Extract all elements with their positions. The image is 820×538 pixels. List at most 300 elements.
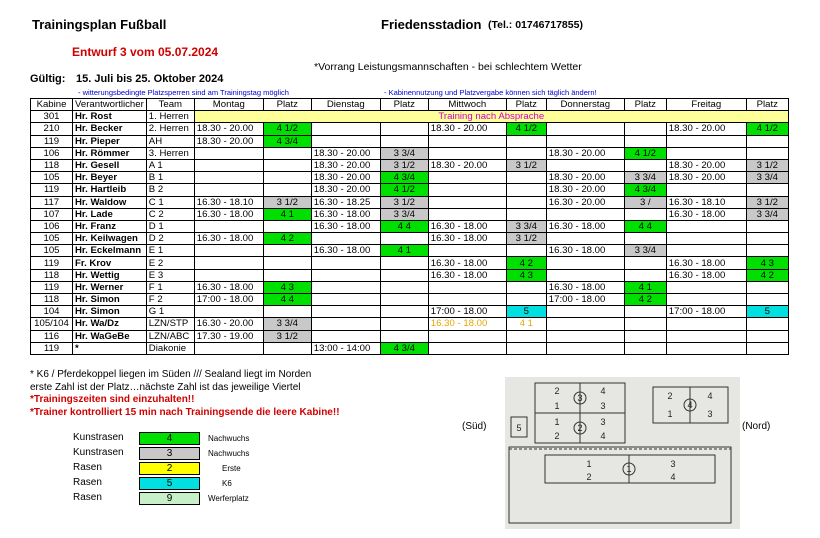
field-cell	[263, 306, 311, 318]
field-cell: 4 1/2	[624, 147, 666, 159]
time-cell: 18.30 - 20.00	[428, 159, 506, 171]
time-cell	[666, 318, 746, 330]
field-cell	[624, 330, 666, 342]
field-cell	[624, 159, 666, 171]
field-cell: 4 4	[624, 220, 666, 232]
team-cell: E 2	[146, 257, 194, 269]
time-cell: 17:00 - 18.00	[666, 306, 746, 318]
field-cell	[746, 281, 788, 293]
field-cell: 4 1	[506, 318, 546, 330]
field-cell: 3 3/4	[380, 147, 428, 159]
field-cell: 4 1/2	[746, 123, 788, 135]
responsible-cell: Hr. Pieper	[73, 135, 147, 147]
field-cell	[380, 269, 428, 281]
field-1-q1: 1	[586, 459, 592, 469]
field-cell	[380, 294, 428, 306]
time-cell: 16.30 - 18.00	[194, 281, 263, 293]
responsible-cell: Hr. Hartleib	[73, 184, 147, 196]
legend-swatch: 5	[139, 477, 200, 490]
header-cell: Platz	[746, 99, 788, 111]
field-cell	[746, 330, 788, 342]
table-row	[31, 135, 789, 147]
legend-type: Rasen	[73, 462, 102, 473]
field-cell	[624, 306, 666, 318]
table-row	[31, 281, 789, 293]
time-cell	[666, 281, 746, 293]
cabin-cell: 119	[31, 281, 73, 293]
time-cell: 18.30 - 20.00	[311, 159, 380, 171]
table-row	[31, 172, 789, 184]
field-cell	[506, 208, 546, 220]
table-row	[31, 233, 789, 245]
time-cell	[666, 220, 746, 232]
cabin-cell: 118	[31, 159, 73, 171]
time-cell: 18.30 - 20.00	[666, 172, 746, 184]
field-cell	[746, 220, 788, 232]
time-cell	[546, 135, 624, 147]
field-cell	[506, 135, 546, 147]
field-3-q2: 4	[600, 386, 606, 396]
field-cell	[380, 135, 428, 147]
team-cell: C 2	[146, 208, 194, 220]
time-cell: 16.30 - 18.10	[194, 196, 263, 208]
weather-note: - witterungsbedingte Platzsperren sind am Trainingstag möglich	[78, 88, 289, 97]
time-cell: 16.30 - 18.00	[311, 245, 380, 257]
cabin-cell: 105	[31, 233, 73, 245]
legend-description: Werferplatz	[208, 494, 249, 503]
field-cell: 4 1/2	[506, 123, 546, 135]
table-row	[31, 257, 789, 269]
field-cell	[624, 257, 666, 269]
time-cell	[311, 330, 380, 342]
header-cell: Donnerstag	[546, 99, 624, 111]
legend-type: Kunstrasen	[73, 447, 124, 458]
field-cell: 3 1/2	[746, 196, 788, 208]
legend-description: Nachwuchs	[208, 449, 250, 458]
table-row	[31, 330, 789, 342]
time-cell	[428, 330, 506, 342]
field-cell: 3 1/2	[506, 159, 546, 171]
field-cell: 3 3/4	[746, 172, 788, 184]
cabin-note: - Kabinennutzung und Platzvergabe können sich täglich ändern!	[384, 88, 597, 97]
team-cell: AH	[146, 135, 194, 147]
team-cell: A 1	[146, 159, 194, 171]
time-cell: 18.30 - 20.00	[194, 135, 263, 147]
field-cell	[380, 233, 428, 245]
note-line-4: *Trainer kontrolliert 15 min nach Trainingsende die leere Kabine!!	[30, 407, 340, 418]
legend-swatch: 9	[139, 492, 200, 505]
priority-note: *Vorrang Leistungsmannschaften - bei schlechtem Wetter	[314, 61, 582, 73]
note-line-3: *Trainingszeiten sind einzuhalten!!	[30, 394, 195, 405]
field-cell: 5	[746, 306, 788, 318]
table-row	[31, 245, 789, 257]
time-cell: 16.30 - 18.00	[194, 233, 263, 245]
team-cell: Diakonie	[146, 342, 194, 354]
time-cell	[546, 269, 624, 281]
cabin-cell: 119	[31, 257, 73, 269]
field-1-center: 1	[626, 464, 632, 474]
valid-label: Gültig:	[30, 73, 66, 85]
field-cell	[746, 342, 788, 354]
field-4-q4: 3	[707, 409, 713, 419]
header-cell: Montag	[194, 99, 263, 111]
field-cell: 4 3/4	[263, 135, 311, 147]
time-cell: 18.30 - 20.00	[666, 159, 746, 171]
time-cell: 17:00 - 18.00	[428, 306, 506, 318]
field-5-label: 5	[516, 423, 522, 433]
table-row	[31, 208, 789, 220]
field-cell: 4 3	[746, 257, 788, 269]
field-3-q1: 2	[554, 386, 560, 396]
south-label: (Süd)	[462, 421, 487, 432]
field-cell	[624, 135, 666, 147]
time-cell	[194, 220, 263, 232]
field-cell	[263, 220, 311, 232]
field-cell	[506, 294, 546, 306]
field-2-center: 2	[577, 423, 583, 433]
team-cell: F 1	[146, 281, 194, 293]
time-cell: 16.30 - 18.00	[311, 208, 380, 220]
field-cell	[746, 245, 788, 257]
field-4-center: 4	[687, 400, 693, 410]
field-cell	[506, 330, 546, 342]
time-cell: 18.30 - 20.00	[666, 123, 746, 135]
note-line-2: erste Zahl ist der Platz…nächste Zahl ist das jeweilige Viertel	[30, 382, 301, 393]
time-cell	[428, 208, 506, 220]
time-cell	[666, 330, 746, 342]
time-cell	[546, 342, 624, 354]
time-cell: 16.30 - 18.00	[546, 245, 624, 257]
time-cell	[428, 281, 506, 293]
responsible-cell: Hr. Lade	[73, 208, 147, 220]
time-cell	[194, 245, 263, 257]
time-cell	[311, 281, 380, 293]
page-title: Trainingsplan Fußball	[32, 17, 167, 32]
time-cell	[311, 318, 380, 330]
field-cell	[624, 269, 666, 281]
field-3-q4: 3	[600, 401, 606, 411]
cabin-cell: 117	[31, 196, 73, 208]
time-cell	[666, 342, 746, 354]
time-cell: 17:00 - 18.00	[194, 294, 263, 306]
field-cell: 4 2	[263, 233, 311, 245]
header-cell: Platz	[380, 99, 428, 111]
field-1-q2: 3	[670, 459, 676, 469]
field-3-center: 3	[577, 393, 583, 403]
time-cell	[666, 147, 746, 159]
field-cell: 3 /	[624, 196, 666, 208]
legend-type: Rasen	[73, 492, 102, 503]
header-cell: Mittwoch	[428, 99, 506, 111]
time-cell: 18.30 - 20.00	[428, 123, 506, 135]
table-row	[31, 306, 789, 318]
time-cell: 16.30 - 18.00	[428, 220, 506, 232]
time-cell	[194, 257, 263, 269]
responsible-cell: Hr. Römmer	[73, 147, 147, 159]
schedule-table	[30, 98, 789, 355]
time-cell	[311, 294, 380, 306]
time-cell: 16.30 - 18.00	[428, 257, 506, 269]
field-cell	[746, 135, 788, 147]
responsible-cell: Hr. Wa/Dz	[73, 318, 147, 330]
cabin-cell: 107	[31, 208, 73, 220]
time-cell	[428, 294, 506, 306]
field-cell: 3 1/2	[263, 196, 311, 208]
field-cell: 4 2	[506, 257, 546, 269]
cabin-cell: 106	[31, 147, 73, 159]
field-cell	[263, 257, 311, 269]
time-cell	[666, 135, 746, 147]
field-cell: 4 4	[263, 294, 311, 306]
time-cell: 16.30 - 18.10	[666, 196, 746, 208]
responsible-cell: Hr. Werner	[73, 281, 147, 293]
time-cell	[194, 159, 263, 171]
table-row	[31, 269, 789, 281]
legend-description: K6	[222, 479, 232, 488]
responsible-cell: *	[73, 342, 147, 354]
responsible-cell: Hr. Gesell	[73, 159, 147, 171]
time-cell: 16.30 - 18.00	[546, 281, 624, 293]
team-cell: D 1	[146, 220, 194, 232]
cabin-cell: 104	[31, 306, 73, 318]
field-cell: 4 3/4	[380, 172, 428, 184]
time-cell: 16.30 - 18.00	[666, 269, 746, 281]
cabin-cell: 119	[31, 184, 73, 196]
cabin-cell: 119	[31, 135, 73, 147]
field-4-q2: 4	[707, 391, 713, 401]
time-cell	[546, 257, 624, 269]
time-cell: 16.30 - 20.00	[194, 318, 263, 330]
time-cell	[428, 342, 506, 354]
time-cell	[428, 135, 506, 147]
field-1-q3: 2	[586, 472, 592, 482]
header-cell: Verantwortlicher	[73, 99, 147, 111]
field-1-q4: 4	[670, 472, 676, 482]
time-cell	[666, 184, 746, 196]
header-cell: Platz	[506, 99, 546, 111]
time-cell: 17:00 - 18.00	[546, 294, 624, 306]
field-cell: 3 1/2	[746, 159, 788, 171]
field-2-q1: 1	[554, 417, 560, 427]
field-cell	[746, 318, 788, 330]
time-cell: 16.30 - 18.00	[428, 269, 506, 281]
time-cell	[546, 318, 624, 330]
field-cell: 4 1/2	[263, 123, 311, 135]
field-cell: 3 1/2	[263, 330, 311, 342]
cabin-cell: 118	[31, 269, 73, 281]
team-cell: B 1	[146, 172, 194, 184]
field-cell	[263, 159, 311, 171]
field-cell: 4 4	[380, 220, 428, 232]
table-row	[31, 123, 789, 135]
responsible-cell: Hr. Becker	[73, 123, 147, 135]
time-cell	[546, 306, 624, 318]
time-cell	[194, 269, 263, 281]
legend-swatch: 4	[139, 432, 200, 445]
time-cell: 16.30 - 20.00	[546, 196, 624, 208]
field-cell: 4 1/2	[380, 184, 428, 196]
note-cell: Training nach Absprache	[194, 111, 788, 123]
field-cell	[263, 342, 311, 354]
table-row	[31, 111, 789, 123]
legend-type: Rasen	[73, 477, 102, 488]
time-cell	[546, 123, 624, 135]
table-row	[31, 147, 789, 159]
team-cell: 2. Herren	[146, 123, 194, 135]
legend-description: Nachwuchs	[208, 434, 250, 443]
field-cell	[746, 233, 788, 245]
field-cell	[624, 318, 666, 330]
header-cell: Team	[146, 99, 194, 111]
time-cell	[194, 184, 263, 196]
field-cell	[746, 294, 788, 306]
responsible-cell: Hr. Simon	[73, 306, 147, 318]
responsible-cell: Hr. Wettig	[73, 269, 147, 281]
cabin-cell: 210	[31, 123, 73, 135]
field-2-q4: 4	[600, 431, 606, 441]
field-map	[505, 377, 740, 529]
time-cell: 16.30 - 18.00	[428, 233, 506, 245]
field-cell	[624, 233, 666, 245]
time-cell	[546, 159, 624, 171]
table-row	[31, 220, 789, 232]
time-cell: 18.30 - 20.00	[546, 172, 624, 184]
time-cell	[428, 172, 506, 184]
team-cell: 1. Herren	[146, 111, 194, 123]
table-row	[31, 184, 789, 196]
field-cell: 4 2	[746, 269, 788, 281]
team-cell: E 1	[146, 245, 194, 257]
field-cell	[506, 147, 546, 159]
time-cell	[546, 330, 624, 342]
phone-number: (Tel.: 01746717855)	[488, 19, 583, 31]
field-cell	[506, 172, 546, 184]
team-cell: LZN/ABC	[146, 330, 194, 342]
valid-range: 15. Juli bis 25. Oktober 2024	[76, 73, 224, 85]
field-cell	[506, 281, 546, 293]
legend-swatch: 3	[139, 447, 200, 460]
field-cell	[624, 208, 666, 220]
field-cell: 3 3/4	[746, 208, 788, 220]
time-cell: 16.30 - 18.00	[311, 220, 380, 232]
team-cell: 3. Herren	[146, 147, 194, 159]
cabin-cell: 105	[31, 172, 73, 184]
time-cell	[546, 208, 624, 220]
cabin-cell: 106	[31, 220, 73, 232]
responsible-cell: Fr. Krov	[73, 257, 147, 269]
time-cell	[311, 269, 380, 281]
field-cell	[380, 318, 428, 330]
field-4-q1: 2	[667, 391, 673, 401]
field-cell: 3 3/4	[624, 172, 666, 184]
responsible-cell: Hr. Simon	[73, 294, 147, 306]
field-cell: 4 2	[624, 294, 666, 306]
time-cell	[428, 196, 506, 208]
north-label: (Nord)	[742, 421, 771, 432]
field-cell	[746, 184, 788, 196]
field-cell: 4 1	[380, 245, 428, 257]
time-cell	[666, 245, 746, 257]
field-cell	[506, 342, 546, 354]
table-row	[31, 294, 789, 306]
header-cell: Platz	[624, 99, 666, 111]
team-cell: G 1	[146, 306, 194, 318]
field-cell	[746, 147, 788, 159]
time-cell: 16.30 - 18.00	[666, 257, 746, 269]
table-row	[31, 342, 789, 354]
time-cell	[546, 233, 624, 245]
time-cell: 18.30 - 20.00	[311, 184, 380, 196]
field-cell	[624, 123, 666, 135]
field-2-q3: 2	[554, 431, 560, 441]
time-cell: 17.30 - 19.00	[194, 330, 263, 342]
stadium-name: Friedensstadion	[381, 17, 482, 32]
time-cell: 18.30 - 20.00	[546, 184, 624, 196]
field-cell	[624, 342, 666, 354]
time-cell: 16.30 - 18.00	[666, 208, 746, 220]
field-cell	[380, 257, 428, 269]
note-line-1: * K6 / Pferdekoppel liegen im Süden /// Sealand liegt im Norden	[30, 369, 312, 380]
responsible-cell: Hr. Eckelmann	[73, 245, 147, 257]
cabin-cell: 118	[31, 294, 73, 306]
time-cell	[428, 245, 506, 257]
field-cell	[380, 330, 428, 342]
field-cell	[263, 269, 311, 281]
time-cell: 13:00 - 14:00	[311, 342, 380, 354]
header-cell: Freitag	[666, 99, 746, 111]
field-cell: 4 3	[263, 281, 311, 293]
time-cell	[428, 147, 506, 159]
time-cell: 18.30 - 20.00	[546, 147, 624, 159]
time-cell: 16.30 - 18.00	[194, 208, 263, 220]
field-cell	[263, 245, 311, 257]
time-cell	[311, 306, 380, 318]
field-cell	[263, 184, 311, 196]
field-cell: 3 3/4	[624, 245, 666, 257]
field-cell	[380, 306, 428, 318]
time-cell: 16.30 - 18.25	[311, 196, 380, 208]
time-cell: 16.30 - 18.00	[546, 220, 624, 232]
field-cell: 4 1	[624, 281, 666, 293]
draft-version: Entwurf 3 vom 05.07.2024	[72, 45, 219, 59]
field-2-q2: 3	[600, 417, 606, 427]
field-cell: 3 1/2	[380, 159, 428, 171]
time-cell: 18.30 - 20.00	[311, 147, 380, 159]
table-row	[31, 196, 789, 208]
field-cell	[263, 172, 311, 184]
field-cell: 3 1/2	[506, 233, 546, 245]
field-cell: 3 1/2	[380, 196, 428, 208]
field-cell: 4 1	[263, 208, 311, 220]
field-4-q3: 1	[667, 409, 673, 419]
field-cell: 3 3/4	[263, 318, 311, 330]
team-cell: E 3	[146, 269, 194, 281]
team-cell: F 2	[146, 294, 194, 306]
field-cell	[380, 281, 428, 293]
time-cell: 16.30 - 18.00	[428, 318, 506, 330]
time-cell	[666, 294, 746, 306]
field-cell	[506, 245, 546, 257]
cabin-cell: 119	[31, 342, 73, 354]
field-cell	[380, 123, 428, 135]
responsible-cell: Hr. Waldow	[73, 196, 147, 208]
field-cell: 4 3/4	[624, 184, 666, 196]
legend-swatch: 2	[139, 462, 200, 475]
cabin-cell: 116	[31, 330, 73, 342]
time-cell	[194, 306, 263, 318]
cabin-cell: 301	[31, 111, 73, 123]
field-cell	[506, 184, 546, 196]
